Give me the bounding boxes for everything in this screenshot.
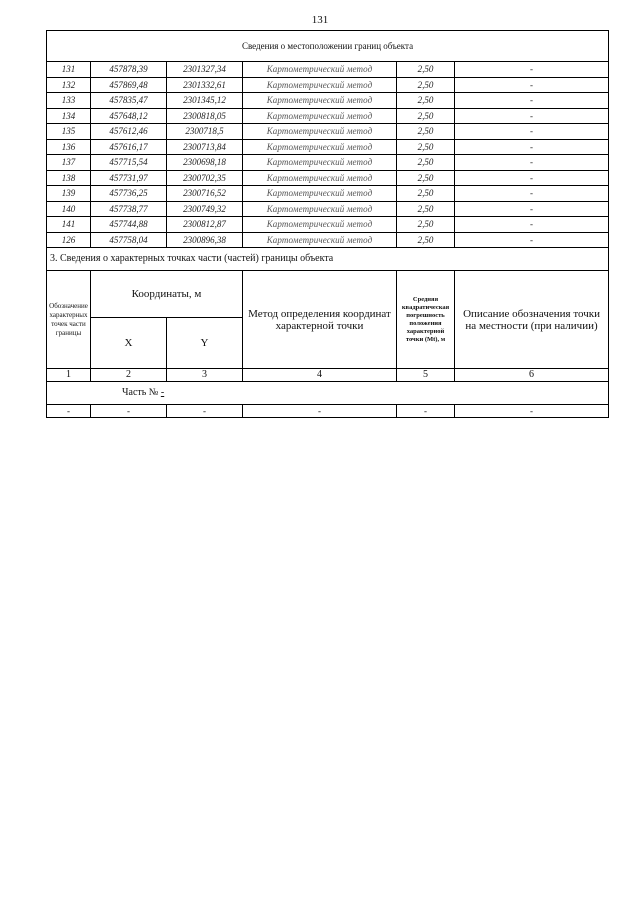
description-cell: - (455, 201, 609, 217)
mt-cell: 2,50 (397, 217, 455, 233)
table-row (47, 93, 609, 109)
table-row (47, 62, 609, 78)
table-row (47, 139, 609, 155)
description-cell: - (455, 124, 609, 140)
description-cell: - (455, 77, 609, 93)
point-number: 138 (47, 170, 91, 186)
table-row (47, 155, 609, 171)
description-cell: - (455, 108, 609, 124)
table-row (47, 232, 609, 248)
point-number: 140 (47, 201, 91, 217)
empty-cell: - (455, 405, 609, 418)
section3-title: 3. Сведения о характерных точках части (частей) границы объекта (47, 248, 609, 271)
mt-cell: 2,50 (397, 186, 455, 202)
column-number: 2 (91, 369, 167, 382)
coordinate-x: 457736,25 (91, 186, 167, 202)
coordinate-x: 457648,12 (91, 108, 167, 124)
description-cell: - (455, 217, 609, 233)
header-mt: Средняя квадратическая погрешность положения характерной точки (Mt), м (397, 271, 455, 369)
method-cell: Картометрический метод (243, 217, 397, 233)
method-cell: Картометрический метод (243, 186, 397, 202)
mt-cell: 2,50 (397, 124, 455, 140)
point-number: 137 (47, 155, 91, 171)
table-row (47, 201, 609, 217)
page-number: 131 (311, 14, 329, 26)
mt-cell: 2,50 (397, 93, 455, 109)
point-number: 135 (47, 124, 91, 140)
table-row (47, 108, 609, 124)
description-cell: - (455, 170, 609, 186)
table-row (47, 217, 609, 233)
method-cell: Картометрический метод (243, 170, 397, 186)
coordinate-x: 457878,39 (91, 62, 167, 78)
mt-cell: 2,50 (397, 170, 455, 186)
header-method: Метод определения координат характерной точки (243, 271, 397, 369)
coordinate-x: 457869,48 (91, 77, 167, 93)
coordinate-x: 457616,17 (91, 139, 167, 155)
point-number: 136 (47, 139, 91, 155)
coordinate-y: 2301332,61 (167, 77, 243, 93)
coordinate-y: 2300818,05 (167, 108, 243, 124)
boundary-table (46, 30, 609, 418)
column-number: 3 (167, 369, 243, 382)
part-row (47, 382, 609, 405)
part-number: - (160, 387, 165, 398)
coordinate-y: 2300749,32 (167, 201, 243, 217)
mt-cell: 2,50 (397, 232, 455, 248)
empty-cell: - (47, 405, 91, 418)
method-cell: Картометрический метод (243, 93, 397, 109)
header-y: Y (167, 318, 243, 369)
empty-cell: - (167, 405, 243, 418)
description-cell: - (455, 139, 609, 155)
method-cell: Картометрический метод (243, 201, 397, 217)
empty-cell: - (91, 405, 167, 418)
coordinate-y: 2301327,34 (167, 62, 243, 78)
empty-cell: - (397, 405, 455, 418)
coordinate-y: 2300896,38 (167, 232, 243, 248)
column-number: 5 (397, 369, 455, 382)
method-cell: Картометрический метод (243, 77, 397, 93)
description-cell: - (455, 186, 609, 202)
point-number: 133 (47, 93, 91, 109)
mt-cell: 2,50 (397, 77, 455, 93)
point-number: 139 (47, 186, 91, 202)
empty-cell: - (243, 405, 397, 418)
method-cell: Картометрический метод (243, 139, 397, 155)
description-cell: - (455, 62, 609, 78)
column-number: 1 (47, 369, 91, 382)
mt-cell: 2,50 (397, 155, 455, 171)
table-row (47, 124, 609, 140)
column-number: 6 (455, 369, 609, 382)
mt-cell: 2,50 (397, 62, 455, 78)
description-cell: - (455, 93, 609, 109)
part-label: Часть № (122, 387, 159, 398)
coordinate-y: 2300702,35 (167, 170, 243, 186)
table-row (47, 186, 609, 202)
coordinate-y: 2300716,52 (167, 186, 243, 202)
coordinate-x: 457758,04 (91, 232, 167, 248)
point-number: 134 (47, 108, 91, 124)
header-description: Описание обозначения точки на местности (при наличии) (455, 271, 609, 369)
mt-cell: 2,50 (397, 139, 455, 155)
coordinate-y: 2300698,18 (167, 155, 243, 171)
header-coordinates: Координаты, м (91, 271, 243, 318)
point-number: 141 (47, 217, 91, 233)
coordinate-x: 457835,47 (91, 93, 167, 109)
header-x: X (91, 318, 167, 369)
description-cell: - (455, 155, 609, 171)
point-number: 126 (47, 232, 91, 248)
mt-cell: 2,50 (397, 108, 455, 124)
method-cell: Картометрический метод (243, 62, 397, 78)
coordinate-x: 457731,97 (91, 170, 167, 186)
point-number: 132 (47, 77, 91, 93)
method-cell: Картометрический метод (243, 232, 397, 248)
coordinate-x: 457715,54 (91, 155, 167, 171)
method-cell: Картометрический метод (243, 155, 397, 171)
coordinate-y: 2300713,84 (167, 139, 243, 155)
coordinate-x: 457612,46 (91, 124, 167, 140)
method-cell: Картометрический метод (243, 108, 397, 124)
coordinate-y: 2300812,87 (167, 217, 243, 233)
column-number: 4 (243, 369, 397, 382)
method-cell: Картометрический метод (243, 124, 397, 140)
mt-cell: 2,50 (397, 201, 455, 217)
point-number: 131 (47, 62, 91, 78)
table-title: Сведения о местоположении границ объекта (47, 31, 609, 62)
description-cell: - (455, 232, 609, 248)
header-designation: Обозначение характерных точек части границы (47, 271, 91, 369)
coordinate-x: 457744,88 (91, 217, 167, 233)
table-row (47, 170, 609, 186)
coordinate-y: 2301345,12 (167, 93, 243, 109)
coordinate-y: 2300718,5 (167, 124, 243, 140)
coordinate-x: 457738,77 (91, 201, 167, 217)
table-row (47, 77, 609, 93)
